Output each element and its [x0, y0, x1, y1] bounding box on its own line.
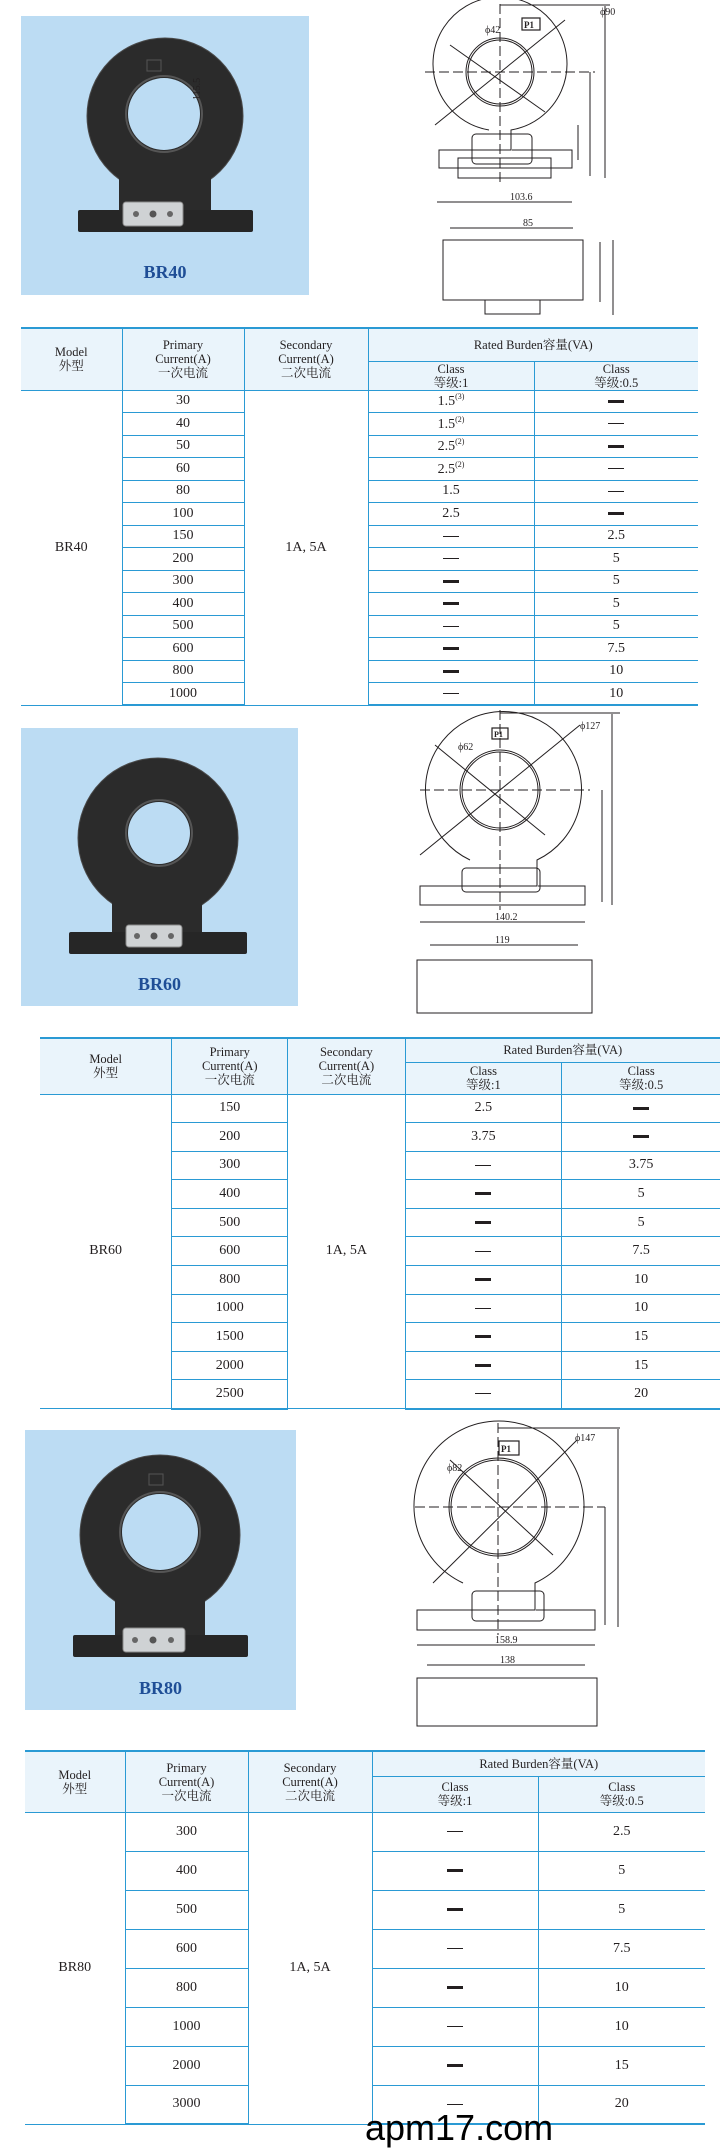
header-class-1: Class 等级:1	[368, 361, 534, 390]
not-available-dash	[443, 558, 459, 559]
not-available-dash	[608, 423, 624, 424]
header-secondary-current: Secondary Current(A) 二次电流	[248, 1751, 372, 1812]
not-available-dash	[608, 491, 624, 492]
secondary-current-cell: 1A, 5A	[248, 1812, 372, 2124]
primary-current-cell: 1500	[172, 1323, 288, 1352]
not-available-dash	[443, 602, 459, 605]
not-available-dash	[443, 647, 459, 650]
table-body	[40, 1094, 720, 1409]
burden-value: 1.5	[437, 416, 456, 432]
base-width-label: 103.6	[510, 192, 533, 203]
primary-current-cell: 2000	[172, 1351, 288, 1380]
photo-caption: BR60	[137, 974, 181, 994]
primary-current-cell: 200	[172, 1123, 288, 1152]
dimension-drawing-br40	[192, 0, 625, 320]
class-1-burden-cell	[405, 1237, 562, 1266]
primary-current-cell: 80	[122, 480, 244, 503]
not-available-dash	[447, 2064, 463, 2067]
primary-current-cell: 3000	[125, 2085, 248, 2124]
class-0-5-burden-cell	[562, 1380, 720, 1409]
burden-value: 3.75	[471, 1128, 496, 1144]
primary-current-cell: 100	[122, 503, 244, 526]
not-available-dash	[475, 1192, 491, 1195]
class-1-burden-cell	[405, 1123, 562, 1152]
not-available-dash	[443, 693, 459, 694]
class-1-burden-cell	[372, 2046, 538, 2085]
class-1-burden-cell	[372, 1812, 538, 1851]
header-class-0-5: Class 等级:0.5	[538, 1776, 705, 1812]
table-body	[21, 390, 698, 705]
class-1-burden-cell	[368, 458, 534, 481]
primary-current-cell: 1000	[172, 1294, 288, 1323]
class-0-5-burden-cell	[562, 1123, 720, 1152]
primary-current-cell: 300	[122, 570, 244, 593]
hole-spacing-label: 119	[495, 935, 510, 946]
primary-current-cell: 500	[122, 615, 244, 638]
primary-current-cell: 2000	[125, 2046, 248, 2085]
class-1-burden-cell	[405, 1323, 562, 1352]
table-body	[25, 1812, 705, 2124]
primary-current-cell: 400	[125, 1851, 248, 1890]
secondary-current-cell: 1A, 5A	[288, 1094, 405, 1409]
header-class-1: Class 等级:1	[405, 1062, 562, 1094]
primary-current-cell: 400	[122, 593, 244, 616]
not-available-dash	[447, 1831, 463, 1832]
class-0-5-burden-cell	[534, 660, 698, 683]
class-0-5-burden-cell	[538, 2007, 705, 2046]
class-0-5-burden-cell	[538, 1851, 705, 1890]
model-cell: BR80	[25, 1812, 125, 2124]
dimension-drawing-br60	[390, 700, 630, 1020]
burden-value: 2.5	[607, 528, 625, 544]
spec-table-br60	[40, 1037, 720, 1410]
product-photo-br60	[21, 728, 298, 1006]
base-width-label: 158.9	[495, 1635, 518, 1646]
class-1-burden-cell	[405, 1294, 562, 1323]
class-0-5-burden-cell	[534, 548, 698, 571]
header-rated-burden: Rated Burden容量(VA)	[372, 1751, 705, 1776]
burden-value: 5	[637, 1186, 645, 1202]
not-available-dash	[443, 580, 459, 583]
not-available-dash	[475, 1221, 491, 1224]
primary-current-cell: 40	[122, 413, 244, 436]
class-0-5-burden-cell	[534, 480, 698, 503]
burden-value: 2.5	[437, 439, 456, 455]
class-0-5-burden-cell	[534, 593, 698, 616]
not-available-dash	[475, 1165, 491, 1166]
burden-value: 2.5	[437, 461, 456, 477]
header-model: Model 外型	[21, 328, 122, 390]
header-model: Model 外型	[25, 1751, 125, 1812]
class-1-burden-cell	[368, 548, 534, 571]
hole-spacing-label: 85	[523, 218, 533, 229]
model-cell: BR40	[21, 390, 122, 705]
not-available-dash	[443, 626, 459, 627]
burden-value: 10	[609, 663, 624, 679]
class-0-5-burden-cell	[562, 1208, 720, 1237]
burden-value: 5	[612, 550, 620, 566]
burden-value: 20	[614, 2096, 629, 2112]
class-1-burden-cell	[368, 660, 534, 683]
class-1-burden-cell	[368, 593, 534, 616]
burden-value: 10	[609, 685, 624, 701]
class-0-5-burden-cell	[534, 458, 698, 481]
class-1-burden-cell	[368, 390, 534, 413]
class-1-burden-cell	[405, 1208, 562, 1237]
burden-value: 7.5	[607, 640, 625, 656]
inner-diameter-label: ϕ62	[458, 742, 474, 753]
primary-current-cell: 800	[122, 660, 244, 683]
photo-caption: BR80	[138, 1678, 182, 1698]
not-available-dash	[633, 1107, 649, 1110]
class-0-5-burden-cell	[538, 2085, 705, 2124]
class-0-5-burden-cell	[562, 1294, 720, 1323]
primary-current-cell: 800	[172, 1266, 288, 1295]
class-1-burden-cell	[405, 1094, 562, 1123]
dimension-drawing-br80	[385, 1415, 625, 1735]
primary-current-cell: 500	[172, 1208, 288, 1237]
class-1-burden-cell	[368, 638, 534, 661]
burden-value: 15	[634, 1357, 649, 1373]
primary-current-cell: 30	[122, 390, 244, 413]
total-height-label: 115.5	[192, 77, 203, 100]
terminal-label-p1: P1	[524, 20, 534, 30]
class-0-5-burden-cell	[534, 435, 698, 458]
primary-current-cell: 800	[125, 1968, 248, 2007]
footnote-marker: (2)	[455, 414, 465, 424]
class-1-burden-cell	[372, 1890, 538, 1929]
table-row	[21, 390, 698, 413]
not-available-dash	[475, 1278, 491, 1281]
primary-current-cell: 600	[125, 1929, 248, 1968]
class-1-burden-cell	[368, 503, 534, 526]
primary-current-cell: 1000	[122, 683, 244, 706]
header-class-0-5: Class 等级:0.5	[562, 1062, 720, 1094]
product-photo-br40	[21, 16, 309, 295]
class-1-burden-cell	[372, 1929, 538, 1968]
class-0-5-burden-cell	[562, 1180, 720, 1209]
footnote-marker: (3)	[455, 392, 465, 402]
not-available-dash	[608, 445, 624, 448]
header-secondary-current: Secondary Current(A) 二次电流	[244, 328, 368, 390]
secondary-current-cell: 1A, 5A	[244, 390, 368, 705]
not-available-dash	[447, 1986, 463, 1989]
primary-current-cell: 400	[172, 1180, 288, 1209]
class-0-5-burden-cell	[538, 1968, 705, 2007]
class-0-5-burden-cell	[534, 615, 698, 638]
class-1-burden-cell	[368, 435, 534, 458]
not-available-dash	[443, 670, 459, 673]
class-0-5-burden-cell	[562, 1266, 720, 1295]
burden-value: 10	[614, 2018, 629, 2034]
base-width-label: 140.2	[495, 912, 518, 923]
photo-caption: BR40	[143, 262, 187, 282]
burden-value: 1.5	[437, 394, 456, 410]
inner-diameter-label: ϕ82	[447, 1463, 463, 1474]
not-available-dash	[475, 1251, 491, 1252]
primary-current-cell: 600	[122, 638, 244, 661]
not-available-dash	[447, 1869, 463, 1872]
primary-current-cell: 300	[172, 1151, 288, 1180]
not-available-dash	[475, 1393, 491, 1394]
class-1-burden-cell	[368, 570, 534, 593]
burden-value: 10	[634, 1300, 649, 1316]
class-0-5-burden-cell	[562, 1151, 720, 1180]
header-rated-burden: Rated Burden容量(VA)	[368, 328, 698, 361]
class-1-burden-cell	[405, 1151, 562, 1180]
product-photo-br80	[25, 1430, 296, 1710]
class-0-5-burden-cell	[534, 390, 698, 413]
spec-table-br80	[25, 1750, 705, 2125]
class-1-burden-cell	[405, 1380, 562, 1409]
not-available-dash	[608, 468, 624, 469]
burden-value: 3.75	[628, 1157, 654, 1173]
hole-spacing-label: 138	[500, 1655, 515, 1666]
class-0-5-burden-cell	[538, 1812, 705, 1851]
class-1-burden-cell	[368, 615, 534, 638]
class-1-burden-cell	[372, 1851, 538, 1890]
spec-table-br40	[21, 327, 698, 706]
burden-value: 2.5	[474, 1100, 493, 1116]
burden-value: 5	[612, 573, 620, 589]
inner-diameter-label: ϕ42	[485, 25, 501, 36]
not-available-dash	[475, 1364, 491, 1367]
outer-diameter-label: ϕ127	[580, 721, 601, 732]
burden-value: 2.5	[613, 1823, 631, 1839]
model-cell: BR60	[40, 1094, 172, 1409]
class-0-5-burden-cell	[562, 1094, 720, 1123]
class-1-burden-cell	[405, 1351, 562, 1380]
burden-value: 5	[618, 1901, 626, 1917]
primary-current-cell: 1000	[125, 2007, 248, 2046]
header-primary-current: Primary Current(A) 一次电流	[172, 1038, 288, 1094]
outer-diameter-label: ϕ90	[600, 7, 616, 18]
class-0-5-burden-cell	[562, 1351, 720, 1380]
not-available-dash	[447, 1908, 463, 1911]
primary-current-cell: 2500	[172, 1380, 288, 1409]
watermark: apm17.com	[365, 2107, 554, 2148]
header-class-1: Class 等级:1	[372, 1776, 538, 1812]
class-0-5-burden-cell	[562, 1237, 720, 1266]
class-0-5-burden-cell	[538, 1890, 705, 1929]
primary-current-cell: 300	[125, 1812, 248, 1851]
primary-current-cell: 200	[122, 548, 244, 571]
header-secondary-current: Secondary Current(A) 二次电流	[288, 1038, 405, 1094]
not-available-dash	[475, 1335, 491, 1338]
class-0-5-burden-cell	[538, 2046, 705, 2085]
primary-current-cell: 50	[122, 435, 244, 458]
not-available-dash	[443, 536, 459, 537]
burden-value: 1.5	[442, 483, 460, 499]
outer-diameter-label: ϕ147	[575, 1433, 596, 1444]
burden-value: 5	[618, 1862, 626, 1878]
primary-current-cell: 60	[122, 458, 244, 481]
header-primary-current: Primary Current(A) 一次电流	[125, 1751, 248, 1812]
terminal-label-p1: P1	[501, 1444, 511, 1454]
burden-value: 15	[614, 2057, 629, 2073]
table-row	[40, 1094, 720, 1123]
class-1-burden-cell	[405, 1180, 562, 1209]
primary-current-cell: 150	[122, 525, 244, 548]
burden-value: 5	[612, 618, 620, 634]
class-1-burden-cell	[368, 525, 534, 548]
burden-value: 7.5	[613, 1940, 631, 1956]
class-1-burden-cell	[372, 1968, 538, 2007]
burden-value: 7.5	[632, 1243, 650, 1259]
table-row	[25, 1812, 705, 1851]
primary-current-cell: 600	[172, 1237, 288, 1266]
not-available-dash	[447, 1948, 463, 1949]
header-rated-burden: Rated Burden容量(VA)	[405, 1038, 720, 1062]
not-available-dash	[447, 2026, 463, 2027]
primary-current-cell: 500	[125, 1890, 248, 1929]
current-transformer-image	[21, 16, 309, 295]
header-model: Model 外型	[40, 1038, 172, 1094]
class-0-5-burden-cell	[534, 503, 698, 526]
class-0-5-burden-cell	[562, 1323, 720, 1352]
burden-value: 5	[637, 1214, 645, 1230]
burden-value: 2.5	[442, 505, 460, 521]
class-0-5-burden-cell	[538, 1929, 705, 1968]
class-1-burden-cell	[368, 480, 534, 503]
burden-value: 10	[614, 1979, 629, 1995]
footnote-marker: (2)	[455, 459, 465, 469]
not-available-dash	[633, 1135, 649, 1138]
burden-value: 20	[634, 1385, 649, 1401]
header-primary-current: Primary Current(A) 一次电流	[122, 328, 244, 390]
not-available-dash	[608, 400, 624, 403]
class-0-5-burden-cell	[534, 570, 698, 593]
not-available-dash	[475, 1308, 491, 1309]
current-transformer-image	[21, 728, 298, 1006]
class-0-5-burden-cell	[534, 638, 698, 661]
class-1-burden-cell	[372, 2007, 538, 2046]
class-1-burden-cell	[368, 413, 534, 436]
burden-value: 5	[612, 595, 620, 611]
burden-value: 15	[634, 1329, 649, 1345]
class-0-5-burden-cell	[534, 525, 698, 548]
header-class-0-5: Class 等级:0.5	[534, 361, 698, 390]
class-0-5-burden-cell	[534, 413, 698, 436]
current-transformer-image	[25, 1430, 296, 1710]
not-available-dash	[447, 2104, 463, 2105]
class-1-burden-cell	[405, 1266, 562, 1295]
not-available-dash	[608, 512, 624, 515]
terminal-label-p1: P1	[494, 730, 503, 739]
primary-current-cell: 150	[172, 1094, 288, 1123]
footnote-marker: (2)	[455, 437, 465, 447]
burden-value: 10	[634, 1271, 649, 1287]
